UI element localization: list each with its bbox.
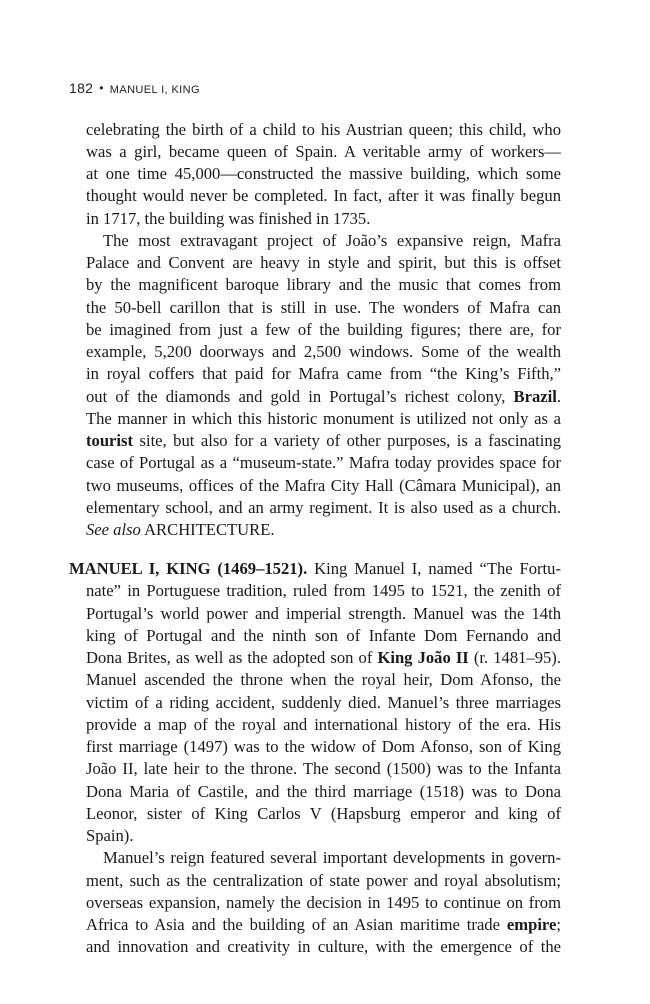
text-run: in 1717, the building was finished in 1735. <box>86 209 371 228</box>
text-run: The most extravagant project of João’s expansive reign, Mafra <box>103 231 561 250</box>
text-run: Manuel’s reign featured several important developments in govern- <box>103 848 561 867</box>
text-run: Dona Maria of Castile, and the third marriage (1518) was to Dona <box>86 782 561 801</box>
text-line <box>86 517 561 543</box>
text-run: two museums, offices of the Mafra City Hall (Câmara Municipal), an <box>86 476 561 495</box>
text-run: The manner in which this historic monument is utilized not only as a <box>86 409 561 428</box>
text-line <box>86 934 561 960</box>
text-run: João II, late heir to the throne. The second (1500) was to the Infanta <box>86 759 561 778</box>
text-run: ARCHITECTURE. <box>140 520 275 539</box>
text-run: king of Portugal and the ninth son of Infante Dom Fernando and <box>86 626 561 645</box>
text-run: out of the diamonds and gold in Portugal’s richest colony, <box>86 387 514 406</box>
text-run: be imagined from just a few of the building figures; there are, for <box>86 320 561 339</box>
bold-run: tourist <box>86 431 134 450</box>
text-run: thought would never be completed. In fact, after it was finally begun <box>86 186 561 205</box>
bold-run: empire <box>506 915 557 934</box>
text-run: Dona Brites, as well as the adopted son of <box>86 648 378 667</box>
page-number: 182 <box>69 80 94 96</box>
text-run: by the magnificent baroque library and the music that comes from <box>86 275 561 294</box>
italic-run: See also <box>86 520 141 539</box>
text-run: King Manuel I, named “The Fortu- <box>307 559 561 578</box>
text-run: Africa to Asia and the building of an Asian maritime trade <box>86 915 507 934</box>
text-run: Spain). <box>86 826 134 845</box>
text-run: victim of a riding accident, suddenly died. Manuel’s three marriages <box>86 693 561 712</box>
text-run: Palace and Convent are heavy in style and spirit, but this is offset <box>86 253 561 272</box>
text-run: elementary school, and an army regiment. It is also used as a church. <box>86 498 561 517</box>
text-run: (r. 1481–95). <box>468 648 561 667</box>
separator-bullet: • <box>99 81 104 95</box>
text-run: celebrating the birth of a child to his Austrian queen; this child, who <box>86 120 561 139</box>
text-run: nate” in Portuguese tradition, ruled from 1495 to 1521, the zenith of <box>86 581 561 600</box>
text-run: Portugal’s world power and imperial strength. Manuel was the 14th <box>86 604 561 623</box>
text-run: in royal coffers that paid for Mafra came from “the King’s Fifth,” <box>86 364 561 383</box>
text-run: first marriage (1497) was to the widow of Dom Afonso, son of King <box>86 737 561 756</box>
bold-run: Brazil <box>513 387 557 406</box>
text-run: . <box>556 387 561 406</box>
text-run: ment, such as the centralization of state power and royal absolutism; <box>86 871 561 890</box>
text-run: provide a map of the royal and international history of the era. His <box>86 715 561 734</box>
text-run: ; <box>556 915 561 934</box>
text-run: Leonor, sister of King Carlos V (Hapsburg emperor and king of <box>86 804 561 823</box>
text-run: overseas expansion, namely the decision in 1495 to continue on from <box>86 893 561 912</box>
text-run: at one time 45,000—constructed the massive building, which some <box>86 164 561 183</box>
bold-run: MANUEL I, KING (1469–1521). <box>69 559 308 578</box>
running-header <box>69 80 200 96</box>
text-run: the 50-bell carillon that is still in use. The wonders of Mafra can <box>86 298 561 317</box>
running-head: MANUEL I, KING <box>109 84 200 96</box>
text-run: and innovation and creativity in culture, with the emergence of the <box>86 937 561 956</box>
bold-run: King João II <box>377 648 469 667</box>
text-run: was a girl, became queen of Spain. A veritable army of workers— <box>86 142 561 161</box>
text-run: example, 5,200 doorways and 2,500 windows. Some of the wealth <box>86 342 561 361</box>
text-run: Manuel ascended the throne when the royal heir, Dom Afonso, the <box>86 670 561 689</box>
text-run: case of Portugal as a “museum-state.” Mafra today provides space for <box>86 453 561 472</box>
text-run: site, but also for a variety of other purposes, is a fascinating <box>133 431 561 450</box>
